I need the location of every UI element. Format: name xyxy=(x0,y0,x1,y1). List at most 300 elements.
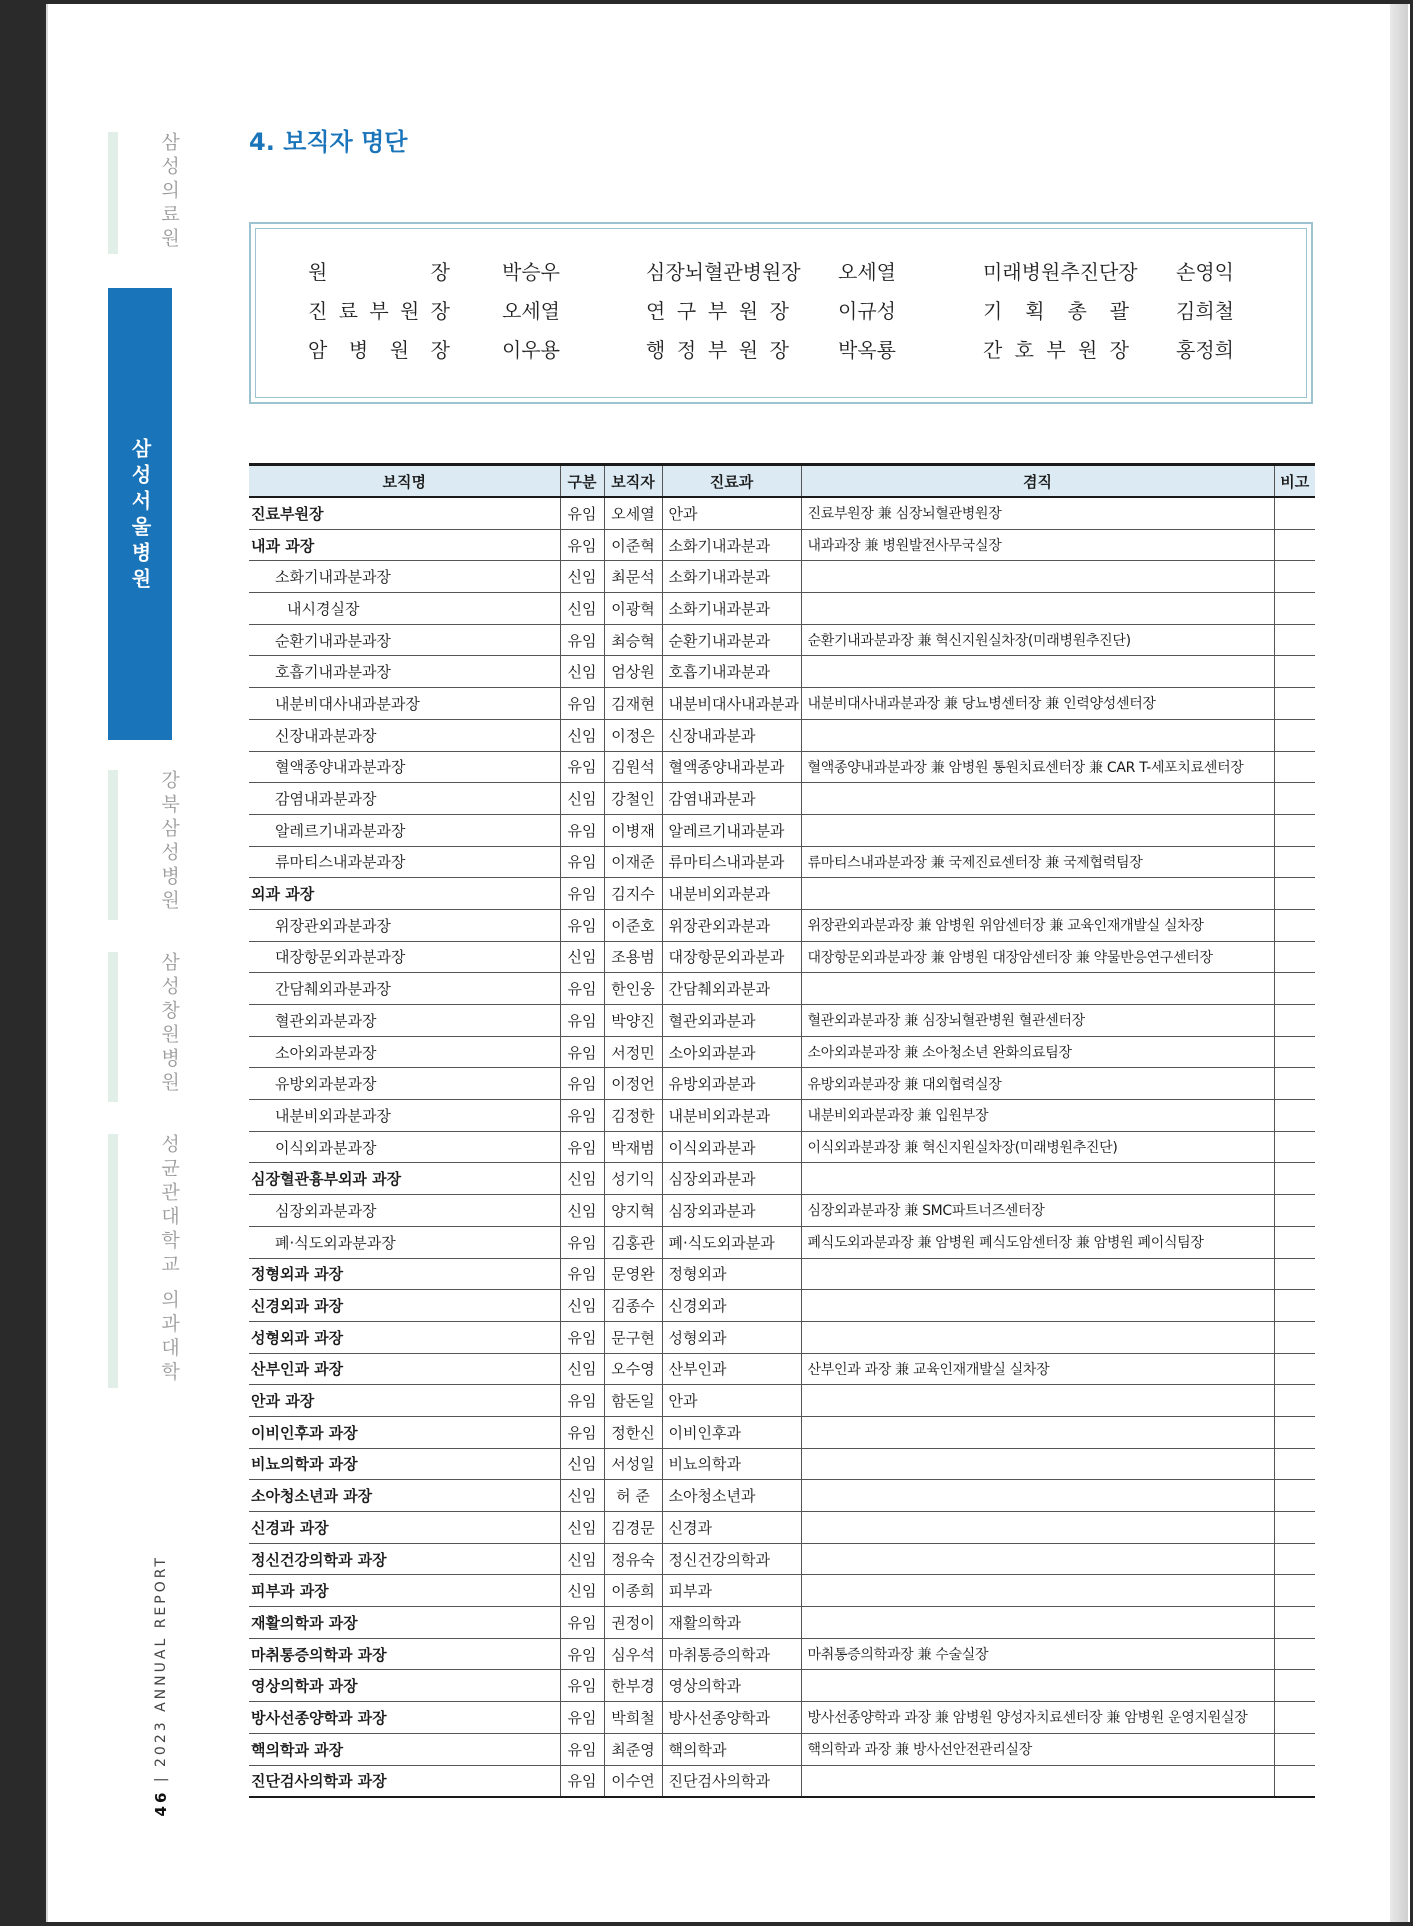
position-title-cell: 소아외과분과장 xyxy=(249,1036,560,1068)
specialty-cell: 유방외과분과 xyxy=(662,1068,801,1100)
nav-item-samsung-changwon-hospital[interactable]: 삼성창원병원 xyxy=(158,952,180,1096)
specialty-cell: 마취통증의학과 xyxy=(662,1638,801,1670)
note-cell xyxy=(1274,846,1315,878)
holder-name-cell: 정한신 xyxy=(604,1416,662,1448)
note-cell xyxy=(1274,1416,1315,1448)
table-row xyxy=(249,1068,1315,1100)
nav-bar-1 xyxy=(108,132,118,254)
appointment-type-cell: 유임 xyxy=(560,1131,604,1163)
position-title-cell: 심장외과분과장 xyxy=(249,1195,560,1227)
specialty-cell: 소아청소년과 xyxy=(662,1480,801,1512)
note-cell xyxy=(1274,719,1315,751)
holder-name-cell: 한부경 xyxy=(604,1670,662,1702)
footer-separator: | xyxy=(153,1766,169,1783)
note-cell xyxy=(1274,624,1315,656)
concurrent-position-cell xyxy=(801,1607,1274,1639)
note-cell xyxy=(1274,1258,1315,1290)
position-title-cell: 유방외과분과장 xyxy=(249,1068,560,1100)
concurrent-position-cell: 내과과장 兼 병원발전사무국실장 xyxy=(801,529,1274,561)
leadership-title: 원 장 xyxy=(308,260,450,284)
holder-name-cell: 박희철 xyxy=(604,1702,662,1734)
nav-bar-4 xyxy=(108,952,118,1102)
note-cell xyxy=(1274,1512,1315,1544)
concurrent-position-cell: 마취통증의학과장 兼 수술실장 xyxy=(801,1638,1274,1670)
position-title-cell: 피부과 과장 xyxy=(249,1575,560,1607)
holder-name-cell: 김정한 xyxy=(604,1100,662,1132)
column-header-concurrent-positions: 겸직 xyxy=(801,465,1274,498)
table-row xyxy=(249,1385,1315,1417)
note-cell xyxy=(1274,1353,1315,1385)
specialty-cell: 피부과 xyxy=(662,1575,801,1607)
note-cell xyxy=(1274,1607,1315,1639)
position-title-cell: 위장관외과분과장 xyxy=(249,909,560,941)
concurrent-position-cell xyxy=(801,1163,1274,1195)
holder-name-cell: 이종희 xyxy=(604,1575,662,1607)
leadership-row xyxy=(256,256,1306,286)
position-title-cell: 신장내과분과장 xyxy=(249,719,560,751)
appointment-type-cell: 유임 xyxy=(560,878,604,910)
position-title-cell: 폐·식도외과분과장 xyxy=(249,1226,560,1258)
nav-item-kangbuk-samsung-hospital[interactable]: 강북삼성병원 xyxy=(158,770,180,914)
table-row xyxy=(249,1321,1315,1353)
concurrent-position-cell xyxy=(801,561,1274,593)
position-title-cell: 성형외과 과장 xyxy=(249,1321,560,1353)
note-cell xyxy=(1274,1100,1315,1132)
position-title-cell: 혈관외과분과장 xyxy=(249,1005,560,1037)
position-title-cell: 핵의학과 과장 xyxy=(249,1733,560,1765)
holder-name-cell: 오세열 xyxy=(604,497,662,529)
concurrent-position-cell xyxy=(801,1416,1274,1448)
leadership-title: 연 구 부 원 장 xyxy=(646,299,789,323)
holder-name-cell: 이수연 xyxy=(604,1765,662,1797)
holder-name-cell: 최문석 xyxy=(604,561,662,593)
table-row xyxy=(249,814,1315,846)
position-title-cell: 내분비외과분과장 xyxy=(249,1100,560,1132)
concurrent-position-cell: 진료부원장 兼 심장뇌혈관병원장 xyxy=(801,497,1274,529)
appointment-type-cell: 신임 xyxy=(560,1575,604,1607)
holder-name-cell: 성기익 xyxy=(604,1163,662,1195)
specialty-cell: 류마티스내과분과 xyxy=(662,846,801,878)
table-row xyxy=(249,1448,1315,1480)
note-cell xyxy=(1274,1005,1315,1037)
holder-name-cell: 강철인 xyxy=(604,783,662,815)
leadership-name: 오세열 xyxy=(502,299,560,323)
leadership-name: 이우용 xyxy=(502,338,560,362)
specialty-cell: 소화기내과분과 xyxy=(662,593,801,625)
appointment-type-cell: 유임 xyxy=(560,1416,604,1448)
position-title-cell: 진료부원장 xyxy=(249,497,560,529)
appointment-type-cell: 유임 xyxy=(560,909,604,941)
appointment-type-cell: 유임 xyxy=(560,1226,604,1258)
table-row xyxy=(249,1131,1315,1163)
holder-name-cell: 문영완 xyxy=(604,1258,662,1290)
specialty-cell: 안과 xyxy=(662,1385,801,1417)
holder-name-cell: 권정이 xyxy=(604,1607,662,1639)
column-header-type: 구분 xyxy=(560,465,604,498)
concurrent-position-cell xyxy=(801,878,1274,910)
position-title-cell: 정신건강의학과 과장 xyxy=(249,1543,560,1575)
concurrent-position-cell: 유방외과분과장 兼 대외협력실장 xyxy=(801,1068,1274,1100)
appointment-type-cell: 유임 xyxy=(560,1068,604,1100)
holder-name-cell: 심우석 xyxy=(604,1638,662,1670)
page-number: 46 xyxy=(152,1789,170,1817)
concurrent-position-cell: 폐식도외과분과장 兼 암병원 폐식도암센터장 兼 암병원 폐이식팀장 xyxy=(801,1226,1274,1258)
specialty-cell: 간담췌외과분과 xyxy=(662,973,801,1005)
leadership-title: 기 획 총 괄 xyxy=(983,299,1129,323)
leadership-name: 홍정희 xyxy=(1176,338,1234,362)
table-row xyxy=(249,1575,1315,1607)
appointment-type-cell: 신임 xyxy=(560,1353,604,1385)
specialty-cell: 이비인후과 xyxy=(662,1416,801,1448)
concurrent-position-cell: 방사선종양학과 과장 兼 암병원 양성자치료센터장 兼 암병원 운영지원실장 xyxy=(801,1702,1274,1734)
holder-name-cell: 함돈일 xyxy=(604,1385,662,1417)
specialty-cell: 혈관외과분과 xyxy=(662,1005,801,1037)
appointment-type-cell: 신임 xyxy=(560,1512,604,1544)
leadership-name: 손영익 xyxy=(1176,260,1234,284)
specialty-cell: 소아외과분과 xyxy=(662,1036,801,1068)
note-cell xyxy=(1274,751,1315,783)
page-edge xyxy=(1390,4,1408,1922)
holder-name-cell: 최준영 xyxy=(604,1733,662,1765)
concurrent-position-cell: 위장관외과분과장 兼 암병원 위암센터장 兼 교육인재개발실 실차장 xyxy=(801,909,1274,941)
specialty-cell: 감염내과분과 xyxy=(662,783,801,815)
note-cell xyxy=(1274,561,1315,593)
concurrent-position-cell: 심장외과분과장 兼 SMC파트너즈센터장 xyxy=(801,1195,1274,1227)
appointment-type-cell: 유임 xyxy=(560,497,604,529)
concurrent-position-cell: 순환기내과분과장 兼 혁신지원실차장(미래병원추진단) xyxy=(801,624,1274,656)
note-cell xyxy=(1274,1765,1315,1797)
concurrent-position-cell xyxy=(801,1385,1274,1417)
table-row xyxy=(249,1226,1315,1258)
concurrent-position-cell: 대장항문외과분과장 兼 암병원 대장암센터장 兼 약물반응연구센터장 xyxy=(801,941,1274,973)
appointment-type-cell: 유임 xyxy=(560,529,604,561)
appointment-type-cell: 유임 xyxy=(560,1321,604,1353)
table-row xyxy=(249,688,1315,720)
concurrent-position-cell xyxy=(801,1290,1274,1322)
appointment-type-cell: 신임 xyxy=(560,1290,604,1322)
appointment-type-cell: 신임 xyxy=(560,1448,604,1480)
table-row xyxy=(249,497,1315,529)
specialty-cell: 안과 xyxy=(662,497,801,529)
appointment-type-cell: 유임 xyxy=(560,1385,604,1417)
holder-name-cell: 김홍관 xyxy=(604,1226,662,1258)
position-title-cell: 이비인후과 과장 xyxy=(249,1416,560,1448)
note-cell xyxy=(1274,1638,1315,1670)
holder-name-cell: 이준호 xyxy=(604,909,662,941)
specialty-cell: 소화기내과분과 xyxy=(662,561,801,593)
position-title-cell: 재활의학과 과장 xyxy=(249,1607,560,1639)
table-row xyxy=(249,973,1315,1005)
position-title-cell: 혈액종양내과분과장 xyxy=(249,751,560,783)
appointment-type-cell: 유임 xyxy=(560,1036,604,1068)
specialty-cell: 비뇨의학과 xyxy=(662,1448,801,1480)
specialty-cell: 영상의학과 xyxy=(662,1670,801,1702)
table-row xyxy=(249,751,1315,783)
appointment-type-cell: 유임 xyxy=(560,1670,604,1702)
leadership-title: 행 정 부 원 장 xyxy=(646,338,789,362)
section-title: 4. 보직자 명단 xyxy=(249,128,408,156)
note-cell xyxy=(1274,1385,1315,1417)
note-cell xyxy=(1274,688,1315,720)
holder-name-cell: 김원석 xyxy=(604,751,662,783)
position-title-cell: 감염내과분과장 xyxy=(249,783,560,815)
leadership-title: 암 병 원 장 xyxy=(308,338,450,362)
note-cell xyxy=(1274,1290,1315,1322)
appointment-type-cell: 유임 xyxy=(560,973,604,1005)
note-cell xyxy=(1274,1163,1315,1195)
nav-bar-3 xyxy=(108,770,118,920)
report-label: 2023 ANNUAL REPORT xyxy=(153,1555,169,1767)
concurrent-position-cell: 내분비대사내과분과장 兼 당뇨병센터장 兼 인력양성센터장 xyxy=(801,688,1274,720)
appointment-type-cell: 유임 xyxy=(560,1100,604,1132)
leadership-name: 박승우 xyxy=(502,260,560,284)
appointment-type-cell: 유임 xyxy=(560,846,604,878)
holder-name-cell: 김재현 xyxy=(604,688,662,720)
note-cell xyxy=(1274,1448,1315,1480)
table-row xyxy=(249,1100,1315,1132)
leadership-box xyxy=(249,222,1313,404)
position-title-cell: 호흡기내과분과장 xyxy=(249,656,560,688)
note-cell xyxy=(1274,1575,1315,1607)
table-row xyxy=(249,719,1315,751)
holder-name-cell: 김지수 xyxy=(604,878,662,910)
holder-name-cell: 엄상원 xyxy=(604,656,662,688)
holder-name-cell: 한인웅 xyxy=(604,973,662,1005)
table-row xyxy=(249,624,1315,656)
concurrent-position-cell xyxy=(801,973,1274,1005)
appointment-type-cell: 유임 xyxy=(560,1258,604,1290)
position-title-cell: 간담췌외과분과장 xyxy=(249,973,560,1005)
appointment-type-cell: 유임 xyxy=(560,751,604,783)
position-title-cell: 순환기내과분과장 xyxy=(249,624,560,656)
table-row xyxy=(249,1036,1315,1068)
concurrent-position-cell: 소아외과분과장 兼 소아청소년 완화의료팀장 xyxy=(801,1036,1274,1068)
table-row xyxy=(249,1607,1315,1639)
column-header-holder: 보직자 xyxy=(604,465,662,498)
specialty-cell: 재활의학과 xyxy=(662,1607,801,1639)
position-title-cell: 이식외과분과장 xyxy=(249,1131,560,1163)
nav-item-samsung-seoul-hospital[interactable]: 삼성서울병원 xyxy=(128,438,152,594)
position-title-cell: 류마티스내과분과장 xyxy=(249,846,560,878)
leadership-box-inner xyxy=(255,228,1307,398)
concurrent-position-cell xyxy=(801,1765,1274,1797)
concurrent-position-cell xyxy=(801,1575,1274,1607)
holder-name-cell: 오수영 xyxy=(604,1353,662,1385)
specialty-cell: 내분비외과분과 xyxy=(662,1100,801,1132)
position-title-cell: 대장항문외과분과장 xyxy=(249,941,560,973)
concurrent-position-cell: 산부인과 과장 兼 교육인재개발실 실차장 xyxy=(801,1353,1274,1385)
table-row xyxy=(249,1702,1315,1734)
position-title-cell: 정형외과 과장 xyxy=(249,1258,560,1290)
note-cell xyxy=(1274,1733,1315,1765)
specialty-cell: 심장외과분과 xyxy=(662,1195,801,1227)
position-title-cell: 신경외과 과장 xyxy=(249,1290,560,1322)
concurrent-position-cell xyxy=(801,1512,1274,1544)
holder-name-cell: 이광혁 xyxy=(604,593,662,625)
holder-name-cell: 양지혁 xyxy=(604,1195,662,1227)
leadership-row xyxy=(256,334,1306,364)
leadership-title: 미 래 병 원 추 진 단 장 xyxy=(983,260,1138,284)
table-row xyxy=(249,846,1315,878)
appointment-type-cell: 신임 xyxy=(560,783,604,815)
note-cell xyxy=(1274,783,1315,815)
table-row xyxy=(249,1670,1315,1702)
leadership-row xyxy=(256,295,1306,325)
concurrent-position-cell xyxy=(801,1670,1274,1702)
holder-name-cell: 최승혁 xyxy=(604,624,662,656)
holder-name-cell: 문구현 xyxy=(604,1321,662,1353)
table-row xyxy=(249,1258,1315,1290)
table-row xyxy=(249,529,1315,561)
table-row xyxy=(249,1543,1315,1575)
concurrent-position-cell xyxy=(801,593,1274,625)
table-row xyxy=(249,561,1315,593)
roster-table-header xyxy=(249,465,1315,498)
table-row xyxy=(249,1512,1315,1544)
position-title-cell: 방사선종양학과 과장 xyxy=(249,1702,560,1734)
specialty-cell: 대장항문외과분과 xyxy=(662,941,801,973)
nav-item-skku-medicine[interactable]: 성균관대학교 의과대학 xyxy=(158,1134,180,1386)
holder-name-cell: 김경문 xyxy=(604,1512,662,1544)
note-cell xyxy=(1274,1321,1315,1353)
position-title-cell: 내시경실장 xyxy=(249,593,560,625)
note-cell xyxy=(1274,529,1315,561)
concurrent-position-cell: 혈액종양내과분과장 兼 암병원 통원치료센터장 兼 CAR T-세포치료센터장 xyxy=(801,751,1274,783)
appointment-type-cell: 유임 xyxy=(560,1702,604,1734)
note-cell xyxy=(1274,1543,1315,1575)
concurrent-position-cell: 내분비외과분과장 兼 입원부장 xyxy=(801,1100,1274,1132)
holder-name-cell: 이정언 xyxy=(604,1068,662,1100)
concurrent-position-cell xyxy=(801,656,1274,688)
appointment-type-cell: 신임 xyxy=(560,941,604,973)
position-title-cell: 진단검사의학과 과장 xyxy=(249,1765,560,1797)
specialty-cell: 혈액종양내과분과 xyxy=(662,751,801,783)
leadership-name: 박옥룡 xyxy=(838,338,896,362)
nav-bar-5 xyxy=(108,1134,118,1388)
column-header-specialty: 진료과 xyxy=(662,465,801,498)
table-row xyxy=(249,656,1315,688)
position-title-cell: 심장혈관흉부외과 과장 xyxy=(249,1163,560,1195)
specialty-cell: 순환기내과분과 xyxy=(662,624,801,656)
note-cell xyxy=(1274,1226,1315,1258)
specialty-cell: 내분비대사내과분과 xyxy=(662,688,801,720)
position-title-cell: 외과 과장 xyxy=(249,878,560,910)
table-row xyxy=(249,1005,1315,1037)
leadership-title: 간 호 부 원 장 xyxy=(983,338,1129,362)
holder-name-cell: 김종수 xyxy=(604,1290,662,1322)
roster-table-body xyxy=(249,497,1315,1797)
specialty-cell: 내분비외과분과 xyxy=(662,878,801,910)
specialty-cell: 폐·식도외과분과 xyxy=(662,1226,801,1258)
table-row xyxy=(249,878,1315,910)
concurrent-position-cell xyxy=(801,1543,1274,1575)
concurrent-position-cell: 핵의학과 과장 兼 방사선안전관리실장 xyxy=(801,1733,1274,1765)
table-row xyxy=(249,593,1315,625)
appointment-type-cell: 유임 xyxy=(560,1607,604,1639)
leadership-title: 심 장 뇌 혈 관 병 원 장 xyxy=(646,260,801,284)
column-header-position-title: 보직명 xyxy=(249,465,560,498)
appointment-type-cell: 유임 xyxy=(560,688,604,720)
concurrent-position-cell: 이식외과분과장 兼 혁신지원실차장(미래병원추진단) xyxy=(801,1131,1274,1163)
note-cell xyxy=(1274,909,1315,941)
note-cell xyxy=(1274,814,1315,846)
position-title-cell: 알레르기내과분과장 xyxy=(249,814,560,846)
holder-name-cell: 정유숙 xyxy=(604,1543,662,1575)
holder-name-cell: 조용범 xyxy=(604,941,662,973)
specialty-cell: 성형외과 xyxy=(662,1321,801,1353)
table-row xyxy=(249,783,1315,815)
position-title-cell: 소아청소년과 과장 xyxy=(249,1480,560,1512)
appointment-type-cell: 신임 xyxy=(560,1163,604,1195)
appointment-type-cell: 유임 xyxy=(560,1005,604,1037)
specialty-cell: 위장관외과분과 xyxy=(662,909,801,941)
appointment-type-cell: 신임 xyxy=(560,656,604,688)
note-cell xyxy=(1274,1068,1315,1100)
note-cell xyxy=(1274,1131,1315,1163)
appointment-type-cell: 신임 xyxy=(560,719,604,751)
specialty-cell: 신경외과 xyxy=(662,1290,801,1322)
specialty-cell: 호흡기내과분과 xyxy=(662,656,801,688)
note-cell xyxy=(1274,1195,1315,1227)
specialty-cell: 이식외과분과 xyxy=(662,1131,801,1163)
specialty-cell: 소화기내과분과 xyxy=(662,529,801,561)
column-header-note: 비고 xyxy=(1274,465,1315,498)
position-title-cell: 비뇨의학과 과장 xyxy=(249,1448,560,1480)
note-cell xyxy=(1274,1036,1315,1068)
appointment-type-cell: 신임 xyxy=(560,1543,604,1575)
leadership-name: 김희철 xyxy=(1176,299,1234,323)
table-row xyxy=(249,941,1315,973)
specialty-cell: 신경과 xyxy=(662,1512,801,1544)
position-title-cell: 내분비대사내과분과장 xyxy=(249,688,560,720)
appointment-type-cell: 신임 xyxy=(560,561,604,593)
specialty-cell: 정신건강의학과 xyxy=(662,1543,801,1575)
table-row xyxy=(249,1195,1315,1227)
leadership-name: 오세열 xyxy=(838,260,896,284)
note-cell xyxy=(1274,1702,1315,1734)
position-title-cell: 영상의학과 과장 xyxy=(249,1670,560,1702)
position-title-cell: 산부인과 과장 xyxy=(249,1353,560,1385)
nav-item-samsung-medical-center[interactable]: 삼성의료원 xyxy=(158,132,180,252)
appointment-type-cell: 신임 xyxy=(560,1195,604,1227)
note-cell xyxy=(1274,497,1315,529)
concurrent-position-cell xyxy=(801,1448,1274,1480)
specialty-cell: 알레르기내과분과 xyxy=(662,814,801,846)
note-cell xyxy=(1274,1670,1315,1702)
position-title-cell: 안과 과장 xyxy=(249,1385,560,1417)
holder-name-cell: 서성일 xyxy=(604,1448,662,1480)
appointment-type-cell: 유임 xyxy=(560,624,604,656)
specialty-cell: 방사선종양학과 xyxy=(662,1702,801,1734)
leadership-title: 진 료 부 원 장 xyxy=(308,299,450,323)
position-title-cell: 내과 과장 xyxy=(249,529,560,561)
concurrent-position-cell xyxy=(801,1480,1274,1512)
appointment-type-cell: 유임 xyxy=(560,1638,604,1670)
concurrent-position-cell xyxy=(801,1258,1274,1290)
specialty-cell: 심장외과분과 xyxy=(662,1163,801,1195)
note-cell xyxy=(1274,593,1315,625)
holder-name-cell: 이병재 xyxy=(604,814,662,846)
concurrent-position-cell: 혈관외과분과장 兼 심장뇌혈관병원 혈관센터장 xyxy=(801,1005,1274,1037)
note-cell xyxy=(1274,973,1315,1005)
position-title-cell: 마취통증의학과 과장 xyxy=(249,1638,560,1670)
leadership-name: 이규성 xyxy=(838,299,896,323)
note-cell xyxy=(1274,656,1315,688)
holder-name-cell: 허 준 xyxy=(604,1480,662,1512)
holder-name-cell: 박재범 xyxy=(604,1131,662,1163)
holder-name-cell: 이정은 xyxy=(604,719,662,751)
note-cell xyxy=(1274,1480,1315,1512)
